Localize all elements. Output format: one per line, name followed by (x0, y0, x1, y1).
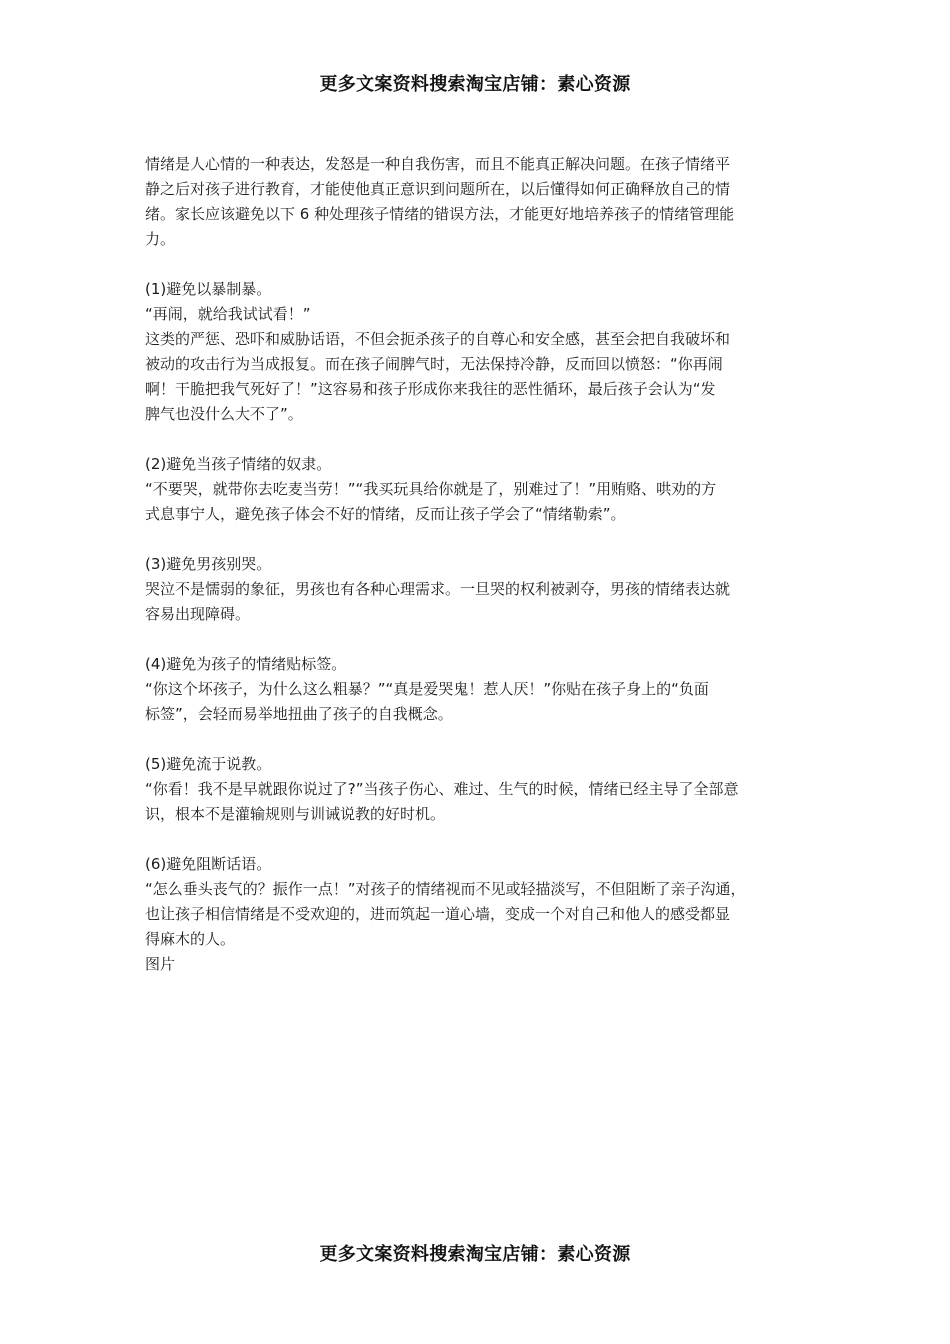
section-line: 这类的严惩、恐吓和威胁话语，不但会扼杀孩子的自尊心和安全感，甚至会把自我破坏和 (145, 330, 731, 348)
section-title: (3)避免男孩别哭。 (145, 555, 272, 573)
section-line: 脾气也没什么大不了”。 (145, 405, 303, 423)
intro-line: 情绪是人心情的一种表达，发怒是一种自我伤害，而且不能真正解决问题。在孩子情绪平 (145, 155, 731, 173)
section-line: “怎么垂头丧气的？振作一点！”对孩子的情绪视而不见或轻描淡写，不但阻断了亲子沟通， (145, 880, 746, 898)
section-title: (2)避免当孩子情绪的奴隶。 (145, 455, 332, 473)
paragraph-gap (145, 527, 812, 552)
section-3 (145, 552, 812, 627)
paragraph-gap (145, 627, 812, 652)
intro-line: 静之后对孩子进行教育，才能使他真正意识到问题所在，以后懂得如何正确释放自己的情 (145, 180, 731, 198)
section-line: 哭泣不是懦弱的象征，男孩也有各种心理需求。一旦哭的权利被剥夺，男孩的情绪表达就 (145, 580, 731, 598)
image-caption: 图片 (145, 955, 176, 973)
section-title: (5)避免流于说教。 (145, 755, 272, 773)
section-1 (145, 277, 812, 427)
section-line: “不要哭，就带你去吃麦当劳！”“我买玩具给你就是了，别难过了！”用贿赂、哄劝的方 (145, 480, 717, 498)
section-line: 啊！干脆把我气死好了！”这容易和孩子形成你来我往的恶性循环，最后孩子会认为“发 (145, 380, 716, 398)
header-banner: 更多文案资料搜索淘宝店铺：素心资源 (319, 74, 631, 95)
section-line: 得麻木的人。 (145, 930, 236, 948)
section-line: “再闹，就给我试试看！” (145, 305, 311, 323)
document-body (145, 152, 812, 977)
section-line: “你这个坏孩子，为什么这么粗暴？”“真是爱哭鬼！惹人厌！”你贴在孩子身上的“负面 (145, 680, 709, 698)
paragraph-gap (145, 252, 812, 277)
section-5 (145, 752, 812, 827)
paragraph-gap (145, 427, 812, 452)
section-4 (145, 652, 812, 727)
intro-paragraph (145, 152, 812, 252)
section-line: 标签”，会轻而易举地扭曲了孩子的自我概念。 (145, 705, 453, 723)
paragraph-gap (145, 827, 812, 852)
section-line: 也让孩子相信情绪是不受欢迎的，进而筑起一道心墙，变成一个对自己和他人的感受都显 (145, 905, 731, 923)
section-title: (6)避免阻断话语。 (145, 855, 272, 873)
intro-line: 力。 (145, 230, 176, 248)
section-line: 识，根本不是灌输规则与训诫说教的好时机。 (145, 805, 446, 823)
footer-banner: 更多文案资料搜索淘宝店铺：素心资源 (319, 1244, 631, 1265)
intro-line: 绪。家长应该避免以下 6 种处理孩子情绪的错误方法，才能更好地培养孩子的情绪管理能 (145, 205, 735, 223)
section-6 (145, 852, 812, 977)
section-line: 式息事宁人，避免孩子体会不好的情绪，反而让孩子学会了“情绪勒索”。 (145, 505, 626, 523)
section-line: “你看！我不是早就跟你说过了?”当孩子伤心、难过、生气的时候，情绪已经主导了全部意 (145, 780, 739, 798)
section-title: (1)避免以暴制暴。 (145, 280, 272, 298)
paragraph-gap (145, 727, 812, 752)
section-2 (145, 452, 812, 527)
section-line: 被动的攻击行为当成报复。而在孩子闹脾气时，无法保持冷静，反而回以愤怒：“你再闹 (145, 355, 723, 373)
section-title: (4)避免为孩子的情绪贴标签。 (145, 655, 347, 673)
section-line: 容易出现障碍。 (145, 605, 251, 623)
